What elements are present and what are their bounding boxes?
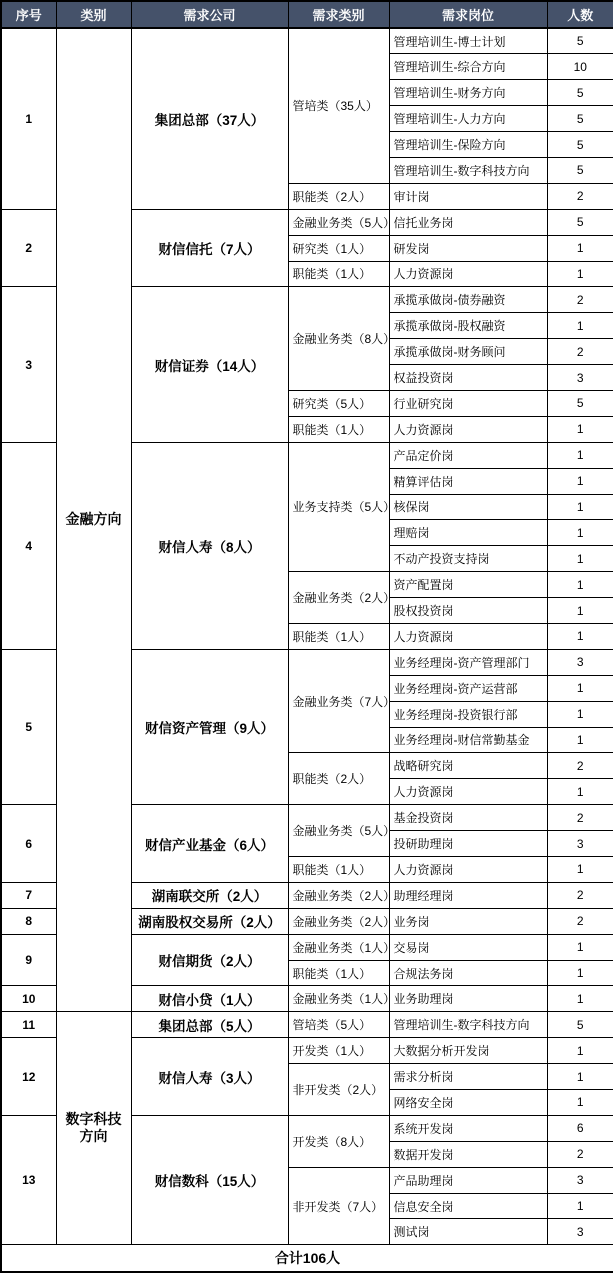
company-cell: 财信资产管理（9人）	[131, 649, 288, 804]
count-cell: 1	[547, 546, 613, 572]
position-cell: 系统开发岗	[389, 1115, 547, 1141]
position-cell: 战略研究岗	[389, 753, 547, 779]
type-cell: 职能类（1人）	[288, 261, 389, 287]
type-cell: 职能类（2人）	[288, 183, 389, 209]
table-row	[1, 28, 613, 54]
position-cell: 业务经理岗-投资银行部	[389, 701, 547, 727]
position-cell: 交易岗	[389, 934, 547, 960]
type-cell: 职能类（1人）	[288, 960, 389, 986]
company-cell: 财信小贷（1人）	[131, 986, 288, 1012]
position-cell: 人力资源岗	[389, 779, 547, 805]
header-row	[1, 1, 613, 28]
seq-cell: 9	[1, 934, 56, 986]
position-cell: 信托业务岗	[389, 209, 547, 235]
count-cell: 1	[547, 598, 613, 624]
position-cell: 助理经理岗	[389, 882, 547, 908]
type-cell: 金融业务类（1人）	[288, 934, 389, 960]
count-cell: 1	[547, 857, 613, 883]
position-cell: 合规法务岗	[389, 960, 547, 986]
position-cell: 理赔岗	[389, 520, 547, 546]
count-cell: 5	[547, 209, 613, 235]
type-cell: 金融业务类（5人）	[288, 805, 389, 857]
position-cell: 行业研究岗	[389, 390, 547, 416]
type-cell: 职能类（1人）	[288, 623, 389, 649]
position-cell: 业务经理岗-财信常勤基金	[389, 727, 547, 753]
position-cell: 管理培训生-人力方向	[389, 106, 547, 132]
position-cell: 管理培训生-财务方向	[389, 80, 547, 106]
position-cell: 承揽承做岗-债券融资	[389, 287, 547, 313]
seq-cell: 7	[1, 882, 56, 908]
count-cell: 2	[547, 1141, 613, 1167]
seq-cell: 6	[1, 805, 56, 883]
table-footer	[1, 1245, 613, 1273]
table-header	[1, 1, 613, 28]
count-cell: 2	[547, 287, 613, 313]
type-cell: 金融业务类（1人）	[288, 986, 389, 1012]
count-cell: 5	[547, 1012, 613, 1038]
count-cell: 1	[547, 494, 613, 520]
position-cell: 承揽承做岗-财务顾问	[389, 339, 547, 365]
position-cell: 股权投资岗	[389, 598, 547, 624]
position-cell: 产品定价岗	[389, 442, 547, 468]
position-cell: 投研助理岗	[389, 831, 547, 857]
position-cell: 数据开发岗	[389, 1141, 547, 1167]
company-cell: 财信证券（14人）	[131, 287, 288, 442]
count-cell: 1	[547, 1193, 613, 1219]
table-row	[1, 1012, 613, 1038]
position-cell: 管理培训生-博士计划	[389, 28, 547, 54]
category-cell: 数字科技方向	[56, 1012, 131, 1245]
position-cell: 管理培训生-综合方向	[389, 54, 547, 80]
position-cell: 研发岗	[389, 235, 547, 261]
column-header-position: 需求岗位	[389, 1, 547, 28]
count-cell: 3	[547, 649, 613, 675]
count-cell: 10	[547, 54, 613, 80]
position-cell: 大数据分析开发岗	[389, 1038, 547, 1064]
type-cell: 职能类（2人）	[288, 753, 389, 805]
company-cell: 财信产业基金（6人）	[131, 805, 288, 883]
total-row	[1, 1245, 613, 1273]
seq-cell: 1	[1, 28, 56, 209]
count-cell: 5	[547, 390, 613, 416]
company-cell: 财信信托（7人）	[131, 209, 288, 287]
position-cell: 人力资源岗	[389, 416, 547, 442]
count-cell: 1	[547, 442, 613, 468]
type-cell: 研究类（5人）	[288, 390, 389, 416]
position-cell: 业务经理岗-资产管理部门	[389, 649, 547, 675]
count-cell: 1	[547, 1090, 613, 1116]
company-cell: 集团总部（5人）	[131, 1012, 288, 1038]
column-header-company: 需求公司	[131, 1, 288, 28]
count-cell: 2	[547, 339, 613, 365]
seq-cell: 4	[1, 442, 56, 649]
seq-cell: 2	[1, 209, 56, 287]
position-cell: 管理培训生-数字科技方向	[389, 1012, 547, 1038]
company-cell: 财信期货（2人）	[131, 934, 288, 986]
type-cell: 金融业务类（2人）	[288, 908, 389, 934]
type-cell: 非开发类（2人）	[288, 1064, 389, 1116]
count-cell: 1	[547, 313, 613, 339]
type-cell: 职能类（1人）	[288, 857, 389, 883]
company-cell: 集团总部（37人）	[131, 28, 288, 209]
position-cell: 承揽承做岗-股权融资	[389, 313, 547, 339]
count-cell: 3	[547, 365, 613, 391]
count-cell: 1	[547, 520, 613, 546]
count-cell: 1	[547, 934, 613, 960]
count-cell: 3	[547, 1167, 613, 1193]
category-cell: 金融方向	[56, 28, 131, 1012]
position-cell: 人力资源岗	[389, 857, 547, 883]
column-header-seq: 序号	[1, 1, 56, 28]
position-cell: 业务助理岗	[389, 986, 547, 1012]
count-cell: 2	[547, 882, 613, 908]
count-cell: 5	[547, 132, 613, 158]
position-cell: 核保岗	[389, 494, 547, 520]
position-cell: 业务岗	[389, 908, 547, 934]
count-cell: 1	[547, 261, 613, 287]
count-cell: 5	[547, 106, 613, 132]
position-cell: 信息安全岗	[389, 1193, 547, 1219]
position-cell: 网络安全岗	[389, 1090, 547, 1116]
count-cell: 1	[547, 960, 613, 986]
position-cell: 资产配置岗	[389, 572, 547, 598]
type-cell: 管培类（5人）	[288, 1012, 389, 1038]
position-cell: 精算评估岗	[389, 468, 547, 494]
position-cell: 基金投资岗	[389, 805, 547, 831]
count-cell: 5	[547, 28, 613, 54]
seq-cell: 11	[1, 1012, 56, 1038]
type-cell: 金融业务类（5人）	[288, 209, 389, 235]
count-cell: 1	[547, 779, 613, 805]
type-cell: 职能类（1人）	[288, 416, 389, 442]
position-cell: 管理培训生-数字科技方向	[389, 157, 547, 183]
seq-cell: 3	[1, 287, 56, 442]
type-cell: 研究类（1人）	[288, 235, 389, 261]
seq-cell: 5	[1, 649, 56, 804]
count-cell: 3	[547, 831, 613, 857]
seq-cell: 10	[1, 986, 56, 1012]
column-header-count: 人数	[547, 1, 613, 28]
count-cell: 6	[547, 1115, 613, 1141]
position-cell: 权益投资岗	[389, 365, 547, 391]
position-cell: 业务经理岗-资产运营部	[389, 675, 547, 701]
position-cell: 审计岗	[389, 183, 547, 209]
count-cell: 1	[547, 468, 613, 494]
count-cell: 1	[547, 623, 613, 649]
position-cell: 人力资源岗	[389, 623, 547, 649]
count-cell: 5	[547, 80, 613, 106]
type-cell: 金融业务类（2人）	[288, 882, 389, 908]
column-header-type: 需求类别	[288, 1, 389, 28]
count-cell: 2	[547, 753, 613, 779]
seq-cell: 8	[1, 908, 56, 934]
company-cell: 财信人寿（8人）	[131, 442, 288, 649]
table-body	[1, 28, 613, 1245]
position-cell: 产品助理岗	[389, 1167, 547, 1193]
position-cell: 人力资源岗	[389, 261, 547, 287]
position-cell: 需求分析岗	[389, 1064, 547, 1090]
seq-cell: 13	[1, 1115, 56, 1244]
total-label: 合计106人	[1, 1245, 613, 1273]
count-cell: 1	[547, 727, 613, 753]
position-cell: 测试岗	[389, 1219, 547, 1245]
count-cell: 1	[547, 416, 613, 442]
count-cell: 1	[547, 675, 613, 701]
type-cell: 开发类（8人）	[288, 1115, 389, 1167]
company-cell: 湖南股权交易所（2人）	[131, 908, 288, 934]
count-cell: 3	[547, 1219, 613, 1245]
position-cell: 不动产投资支持岗	[389, 546, 547, 572]
company-cell: 财信人寿（3人）	[131, 1038, 288, 1116]
count-cell: 1	[547, 1038, 613, 1064]
type-cell: 金融业务类（7人）	[288, 649, 389, 753]
company-cell: 湖南联交所（2人）	[131, 882, 288, 908]
type-cell: 非开发类（7人）	[288, 1167, 389, 1245]
seq-cell: 12	[1, 1038, 56, 1116]
position-cell: 管理培训生-保险方向	[389, 132, 547, 158]
count-cell: 2	[547, 183, 613, 209]
type-cell: 金融业务类（2人）	[288, 572, 389, 624]
type-cell: 管培类（35人）	[288, 28, 389, 183]
type-cell: 开发类（1人）	[288, 1038, 389, 1064]
count-cell: 1	[547, 235, 613, 261]
count-cell: 5	[547, 157, 613, 183]
type-cell: 金融业务类（8人）	[288, 287, 389, 391]
count-cell: 1	[547, 986, 613, 1012]
type-cell: 业务支持类（5人）	[288, 442, 389, 571]
count-cell: 1	[547, 1064, 613, 1090]
column-header-category: 类别	[56, 1, 131, 28]
count-cell: 2	[547, 908, 613, 934]
count-cell: 1	[547, 701, 613, 727]
count-cell: 1	[547, 572, 613, 598]
company-cell: 财信数科（15人）	[131, 1115, 288, 1244]
count-cell: 2	[547, 805, 613, 831]
